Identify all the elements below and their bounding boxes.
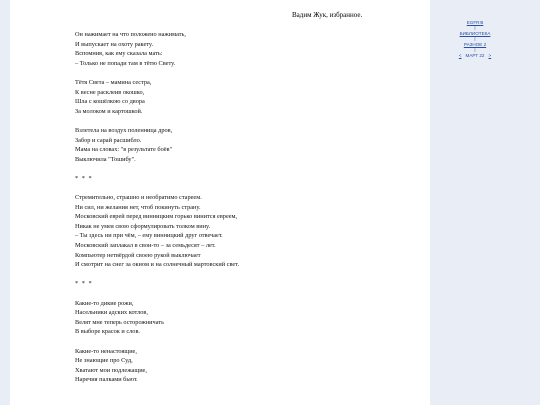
stanza-3 — [75, 126, 415, 164]
poem-line: – Только не попади там в тётю Свету. — [75, 59, 176, 67]
poem-line: Насельники адских котлов, — [75, 309, 148, 317]
page-title: Вадим Жук, избранное. — [292, 11, 363, 19]
pager — [440, 53, 510, 58]
poem-line: Он нажимает на что положено нажимать, — [75, 31, 186, 38]
poem-line: Не знающие про Суд, — [75, 357, 133, 365]
poem-line: Наречия палками бьют. — [75, 376, 138, 384]
poem-line: К весне расклеив окошко, — [75, 88, 145, 96]
stanza-4 — [75, 193, 415, 270]
poem-line: – Ты здесь ни при чём, – ему винницкий друг отвечает. — [75, 232, 223, 240]
poem-line: Хватают мои подлежащие, — [75, 366, 147, 374]
poem-line: И выпускает на охоту ракету. — [75, 40, 154, 48]
poem-line: Стремительно, страшно и необратимо стареем. — [75, 194, 202, 202]
poem-body — [75, 30, 415, 395]
poem-line: Выключила "Тошибу". — [75, 155, 136, 163]
next-page-link[interactable]: > — [488, 53, 492, 58]
poem-line: Никак не умея свою сформулировать толком вину. — [75, 222, 211, 230]
poem-line: Вспомнив, как ему сказала мать: — [75, 50, 163, 58]
poem-line: Московский еврей перед винницким горько винится евреем, — [75, 213, 238, 221]
poem-line: Взлетела на воздух поленница дров, — [75, 126, 173, 134]
nav-divider: | — [474, 36, 476, 41]
sidebar-panel — [432, 0, 540, 405]
poem-line: Тётя Света – мамина сестра, — [75, 78, 152, 86]
poem-line: Какие-то ненастоящие, — [75, 347, 137, 355]
stanza-1 — [75, 30, 415, 68]
stanza-2 — [75, 78, 415, 116]
poem-line: Забор и сарай расшибло. — [75, 136, 142, 144]
nav-link-egfr[interactable]: EGFR!6 — [466, 20, 484, 25]
prev-page-link[interactable]: < — [458, 53, 462, 58]
poem-line: Велят мне теперь осторожничать — [75, 318, 164, 326]
poem-line: Какие-то дикие рожи, — [75, 299, 134, 307]
current-page-label: МАРТ 22 — [465, 53, 485, 58]
nav-link-misc[interactable]: РАЗНОЕ 2 — [463, 42, 487, 47]
section-separator: * * * — [75, 174, 93, 182]
poem-line: Мама на словах: "в результате боёв" — [75, 146, 173, 154]
poem-line: В выборе красок и слов. — [75, 328, 141, 336]
section-separator: * * * — [75, 280, 93, 288]
nav-link-library[interactable]: БИБЛИОТЕКА — [459, 31, 491, 36]
poem-line: Московский заплакал в свои-то – за семьдесят – лет. — [75, 242, 216, 250]
nav-divider: | — [474, 25, 476, 30]
stanza-5 — [75, 299, 415, 337]
stanza-6 — [75, 347, 415, 385]
poem-line: Шла с кошёлкою со двора — [75, 98, 145, 106]
poem-line: Компьютер нетвёрдой своею рукой выключает — [75, 251, 201, 259]
poem-line: За молоком и картошкой. — [75, 107, 143, 115]
side-navigation — [440, 20, 510, 58]
nav-divider: | — [474, 47, 476, 52]
poem-line: И смотрит на снег за окном и на солнечный мартовский свет. — [75, 261, 240, 269]
poem-line: Ни сил, ни желания нет, чтоб покинуть страну. — [75, 203, 201, 211]
